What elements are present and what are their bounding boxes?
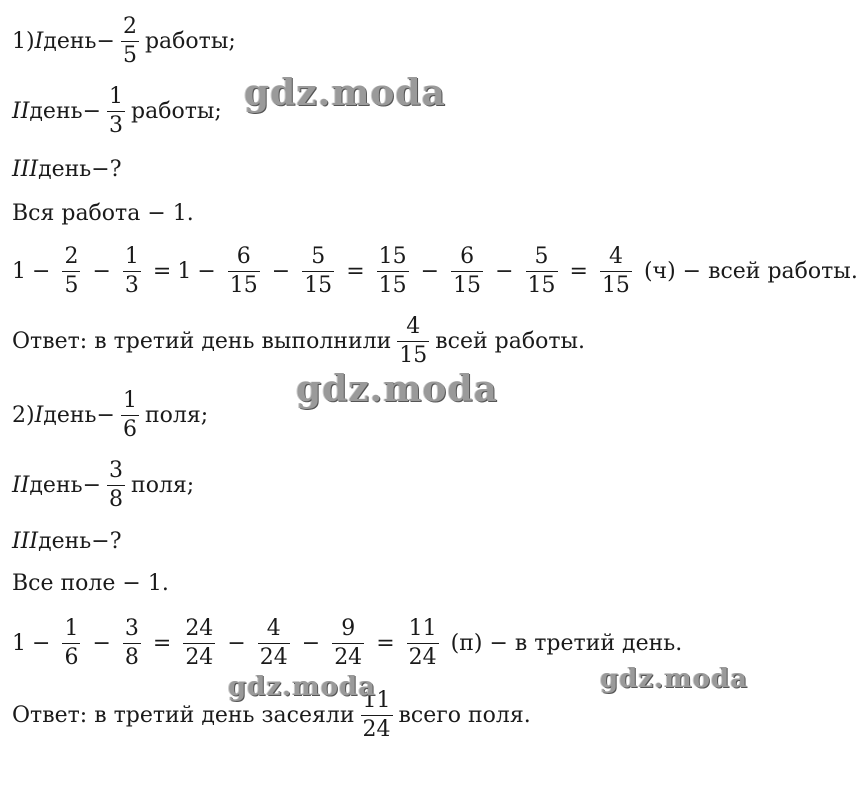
fraction xyxy=(258,615,290,670)
numerator: 6 xyxy=(460,243,475,269)
fraction xyxy=(123,243,141,298)
denominator: 15 xyxy=(601,272,630,298)
answer-text-end: всей работы. xyxy=(435,328,586,354)
item-number: 2) xyxy=(12,402,35,428)
day-numeral: II xyxy=(12,472,30,498)
day-numeral: I xyxy=(34,402,44,428)
day-word: день xyxy=(43,28,97,54)
numerator: 15 xyxy=(378,243,407,269)
p2-line-day1 xyxy=(12,387,209,442)
denominator: 8 xyxy=(109,486,124,512)
denominator: 24 xyxy=(259,644,288,670)
answer-text: Ответ: в третий день выполнили xyxy=(12,328,392,354)
p2-line-whole xyxy=(12,558,169,608)
equals: = xyxy=(569,258,588,284)
result-text: (п) − в третий день. xyxy=(450,630,683,656)
minus: − xyxy=(420,258,440,284)
numerator: 24 xyxy=(185,615,214,641)
numerator: 3 xyxy=(124,615,139,641)
fraction xyxy=(451,243,483,298)
fraction xyxy=(397,313,429,368)
denominator: 6 xyxy=(122,416,137,442)
numerator: 1 xyxy=(124,243,139,269)
equals: = xyxy=(376,630,395,656)
p1-equation xyxy=(12,243,858,298)
numerator: 4 xyxy=(406,313,421,339)
term-one: 1 xyxy=(12,258,26,284)
p1-answer xyxy=(12,313,586,368)
day-word: день xyxy=(43,402,97,428)
watermark: gdz.moda xyxy=(228,672,377,702)
dash: − xyxy=(82,472,102,498)
fraction xyxy=(123,615,141,670)
p1-line-whole xyxy=(12,188,194,238)
denominator: 5 xyxy=(122,42,137,68)
day-numeral: II xyxy=(12,98,30,124)
minus: − xyxy=(197,258,216,284)
fraction xyxy=(107,83,125,138)
minus: − xyxy=(32,630,51,656)
denominator: 15 xyxy=(527,272,556,298)
fraction xyxy=(600,243,632,298)
denominator: 8 xyxy=(124,644,139,670)
fraction xyxy=(62,243,80,298)
p1-line-day1 xyxy=(12,13,236,68)
equals: = xyxy=(346,258,365,284)
numerator: 2 xyxy=(64,243,79,269)
answer-text-end: всего поля. xyxy=(398,702,531,728)
day-word: день xyxy=(29,98,83,124)
fraction xyxy=(228,243,260,298)
watermark: gdz.moda xyxy=(296,368,498,410)
numerator: 11 xyxy=(408,615,437,641)
denominator: 5 xyxy=(64,272,79,298)
minus: − xyxy=(92,258,111,284)
unit-text: поля; xyxy=(144,402,209,428)
fraction xyxy=(121,13,139,68)
dash: − xyxy=(96,28,115,54)
day-question: день−? xyxy=(38,156,122,182)
term-one: 1 xyxy=(12,630,26,656)
denominator: 3 xyxy=(124,272,139,298)
minus: − xyxy=(227,630,246,656)
result-text: (ч) − всей работы. xyxy=(643,258,858,284)
p2-line-day2 xyxy=(12,457,195,512)
numerator: 1 xyxy=(64,615,79,641)
fraction xyxy=(107,457,125,512)
denominator: 6 xyxy=(64,644,79,670)
unit-text: работы; xyxy=(131,98,222,124)
denominator: 24 xyxy=(185,644,214,670)
day-numeral: III xyxy=(12,156,39,182)
numerator: 11 xyxy=(362,687,391,713)
fraction xyxy=(183,615,215,670)
numerator: 1 xyxy=(122,387,137,413)
term-one: 1 xyxy=(177,258,192,284)
day-question: день−? xyxy=(38,528,122,554)
numerator: 3 xyxy=(109,457,124,483)
day-word: день xyxy=(29,472,83,498)
numerator: 5 xyxy=(534,243,549,269)
denominator: 24 xyxy=(334,644,363,670)
equals: = xyxy=(152,630,172,656)
numerator: 9 xyxy=(341,615,356,641)
unit-text: работы; xyxy=(144,28,236,54)
denominator: 15 xyxy=(453,272,482,298)
minus: − xyxy=(495,258,514,284)
whole-work-text: Вся работа − 1. xyxy=(12,200,194,226)
p1-line-day2 xyxy=(12,83,222,138)
day-numeral: III xyxy=(12,528,39,554)
answer-text: Ответ: в третий день засеяли xyxy=(12,702,355,728)
p1-line-day3 xyxy=(12,144,122,194)
dash: − xyxy=(96,402,115,428)
denominator: 3 xyxy=(109,112,124,138)
numerator: 5 xyxy=(311,243,326,269)
numerator: 1 xyxy=(109,83,124,109)
numerator: 4 xyxy=(266,615,281,641)
denominator: 24 xyxy=(408,644,437,670)
item-number: 1) xyxy=(12,28,35,54)
denominator: 15 xyxy=(378,272,407,298)
numerator: 4 xyxy=(608,243,623,269)
minus: − xyxy=(32,258,51,284)
fraction xyxy=(526,243,558,298)
fraction xyxy=(302,243,334,298)
fraction xyxy=(377,243,409,298)
p2-equation xyxy=(12,615,683,670)
watermark: gdz.moda xyxy=(600,664,749,694)
minus: − xyxy=(271,258,291,284)
dash: − xyxy=(82,98,102,124)
equals: = xyxy=(152,258,172,284)
denominator: 24 xyxy=(362,716,391,742)
minus: − xyxy=(92,630,111,656)
whole-field-text: Все поле − 1. xyxy=(12,570,169,596)
fraction xyxy=(332,615,364,670)
denominator: 15 xyxy=(304,272,333,298)
numerator: 2 xyxy=(122,13,137,39)
fraction xyxy=(62,615,80,670)
minus: − xyxy=(301,630,321,656)
fraction xyxy=(407,615,439,670)
unit-text: поля; xyxy=(131,472,195,498)
day-numeral: I xyxy=(34,28,44,54)
watermark: gdz.moda xyxy=(244,72,446,114)
denominator: 15 xyxy=(399,342,428,368)
denominator: 15 xyxy=(229,272,258,298)
fraction xyxy=(121,387,139,442)
numerator: 6 xyxy=(236,243,251,269)
